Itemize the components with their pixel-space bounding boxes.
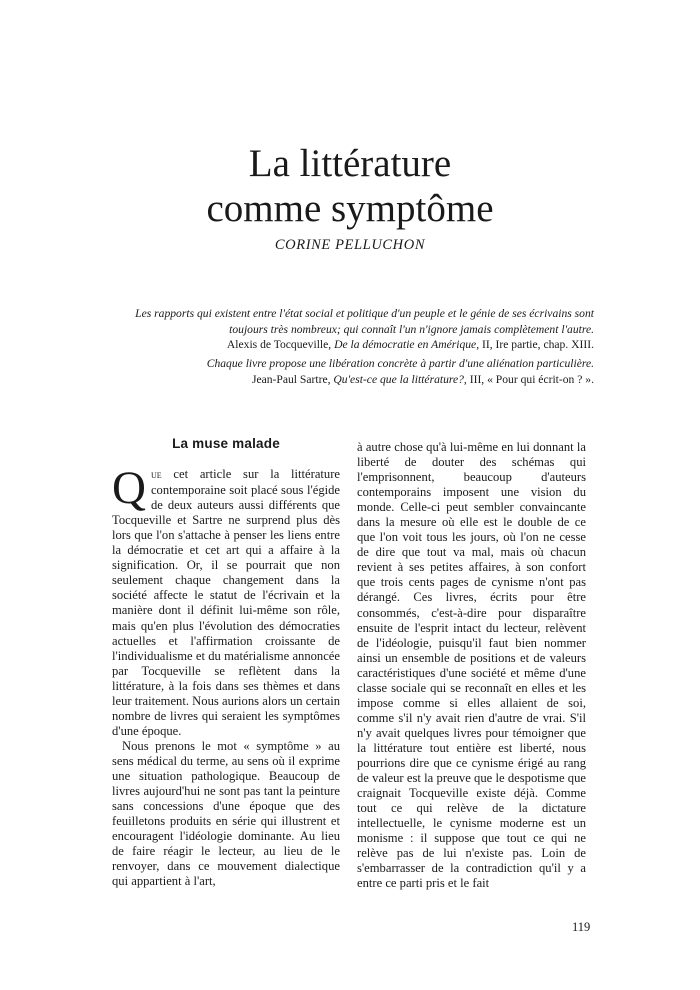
- paragraph-3: à autre chose qu'à lui-même en lui donnant la liberté de douter des schémas qui l'emprisonnent, beaucoup d'auteurs contemporains imposent une vision du monde. Celle-ci peut sembler convaincante dans la mesure où elle est le double de ce que l'on voit tous les jours, où l'on ne cesse de dire que tout va mal, mais où chacun revient à ses petites affaires, à son confort que trois cents pages de cynisme n'ont pas dérangé. Ces livres, écrits pour être consommés, c'est-à-dire pour disparaître ensuite de l'esprit intact du lecteur, relèvent de l'idéologie, puisqu'il faut bien nommer ainsi un ensemble de positions et de valeurs caractéristiques d'une société et même d'une classe sociale qui se reconnaît en elles et les impose comme si elles allaient de soi, comme s'il n'y avait rien d'autre de vrai. S'il n'y avait quelques livres pour témoigner que la littérature tout entière est liberté, nous pourrions dire que ce cynisme érigé au rang de valeur est la preuve que le despotisme que craignait Tocqueville existe déjà. Comme tout ce qui relève de la dictature intellectuelle, le cynisme moderne est un monisme : il suppose que tout ce qui ne relève pas de lui n'existe pas. Loin de s'embarrasser de la contradiction qu'il y a entre ce parti pris et le fait: [357, 440, 586, 891]
- text-column-left: [112, 436, 340, 889]
- paragraph-1-text: cet article sur la littérature contemporaine soit placé sous l'égide de deux auteurs aussi différents que Tocqueville et Sartre ne surprend plus dès lors que l'on s'attache à penser les liens entre la démocratie et cet art qui a affaire à la signification. Or, il se pourrait que non seulement chaque changement dans la société affecte le statut de l'écrivain et la manière dont il définit lui-même son rôle, mais qu'en plus l'évolution des démocraties actuelles et l'affirmation croissante de l'individualisme et du matérialisme annoncée par Tocqueville se reflètent dans la littérature, à la fois dans ses thèmes et dans leur traitement. Nous aurions alors un certain nombre de livres qui seraient les symptômes d'une époque.: [112, 467, 340, 738]
- author-name: CORINE PELLUCHON: [274, 237, 426, 253]
- section-title: La muse malade: [172, 436, 280, 451]
- title-line-1: La littérature: [248, 142, 452, 185]
- text-column-right: [357, 440, 586, 891]
- epigraph-source-ref: , III, « Pour qui écrit-on ? ».: [463, 372, 594, 386]
- epigraph-source: [124, 372, 594, 388]
- epigraph-tocqueville: [124, 306, 594, 353]
- epigraph-quote: Les rapports qui existent entre l'état social et politique d'un peuple et le génie de ses écrivains sont toujours très nombreux; qui connaît l'un n'ignore jamais complètement l'autre.: [135, 307, 594, 336]
- epigraph-source-work: De la démocratie en Amérique: [334, 338, 477, 351]
- epigraph-source-work: Qu'est-ce que la littérature?: [333, 372, 464, 386]
- article-title: [0, 141, 700, 231]
- paragraph-1: [112, 462, 340, 739]
- paragraph-2: Nous prenons le mot « symptôme » au sens médical du terme, au sens où il exprime une situation pathologique. Beaucoup de livres aujourd'hui ne sont pas tant la peinture sans concessions d'une époque que des feuilletons produits en série qui illustrent et encouragent l'idéologie dominante. Au lieu de faire réagir le lecteur, au lieu de le renvoyer, dans ce mouvement dialectique qui appartient à l'art,: [112, 738, 340, 889]
- epigraph-sartre: [124, 356, 594, 387]
- title-line-2: comme symptôme: [206, 187, 494, 230]
- epigraph-source-author: Jean-Paul Sartre,: [251, 372, 334, 386]
- page-number: 119: [572, 920, 591, 934]
- epigraph-source-author: Alexis de Tocqueville,: [226, 338, 335, 351]
- epigraph-source-ref: , II, Ire partie, chap. XIII.: [476, 338, 594, 351]
- drop-cap: Q: [112, 462, 146, 515]
- epigraph-quote: Chaque livre propose une libération concrète à partir d'une aliénation particulière.: [206, 357, 594, 370]
- small-caps-lead: ue: [150, 469, 162, 482]
- epigraph-source: [124, 337, 594, 353]
